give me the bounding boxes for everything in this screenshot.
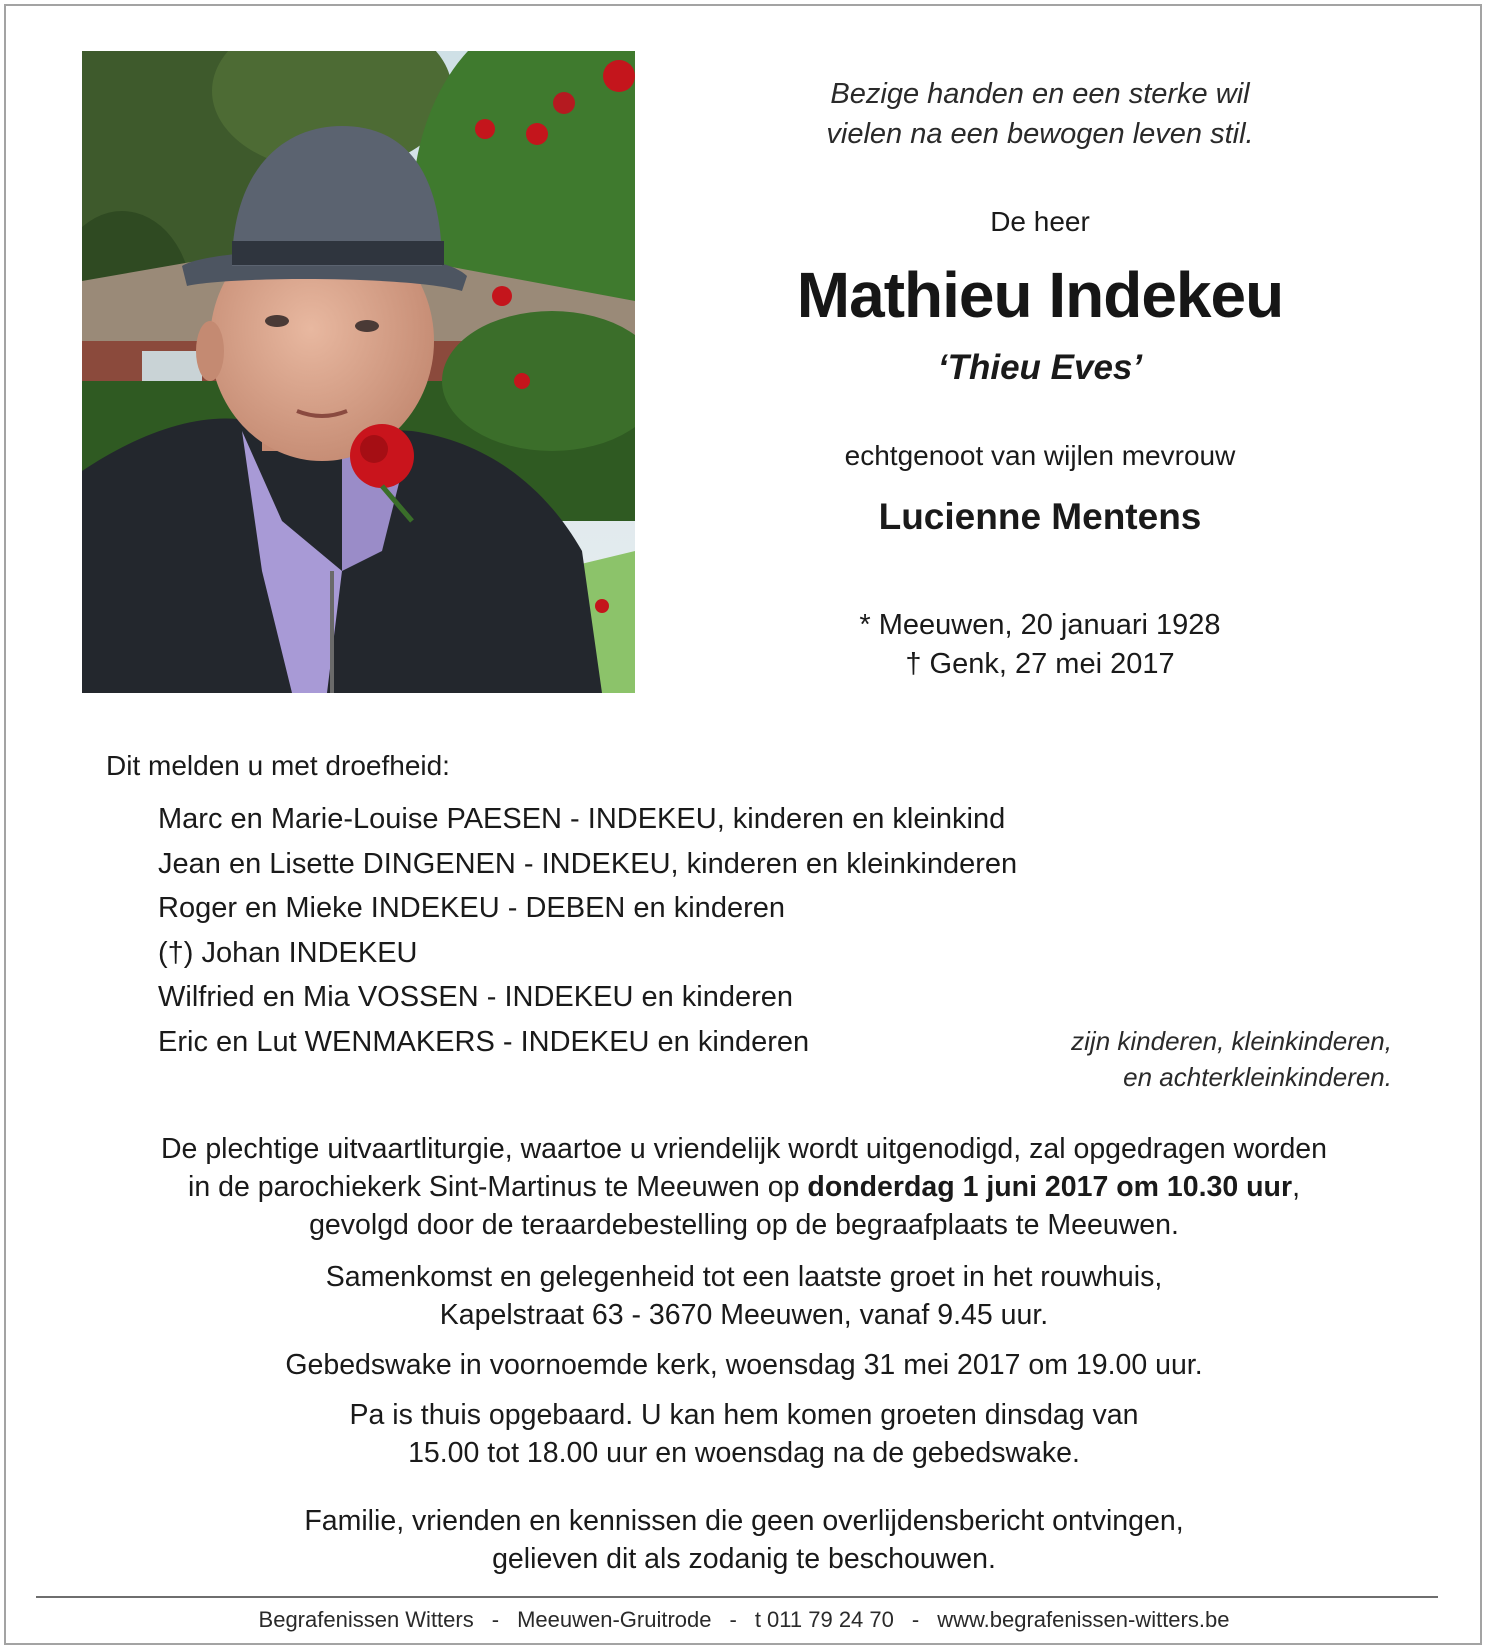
family-member: Marc en Marie-Louise PAESEN - INDEKEU, kinderen en kleinkind [158,803,1006,835]
gathering-line-2: Kapelstraat 63 - 3670 Meeuwen, vanaf 9.45 uur. [439,1299,1049,1331]
visitation-line-1: Pa is thuis opgebaard. U kan hem komen groeten dinsdag van [349,1399,1139,1431]
footer-location: Meeuwen-Gruitrode [517,1607,712,1632]
life-dates [730,606,1350,684]
visitation-line-2: 15.00 tot 18.00 uur en woensdag na de gebedswake. [408,1437,1080,1469]
footer-separator: - [911,1607,920,1632]
funeral-line-2-text: in de parochiekerk Sint-Martinus te Meeuwen op [188,1171,808,1203]
gathering-line-1: Samenkomst en gelegenheid tot een laatste groet in het rouwhuis, [325,1261,1163,1293]
relation-line-2: en achterkleinkinderen. [1123,1062,1392,1092]
funeral-paragraph [60,1130,1428,1244]
verse-line-1: Bezige handen en een sterke wil [830,78,1250,110]
family-list [158,797,1017,1064]
footer-phone: t 011 79 24 70 [754,1607,894,1632]
family-member: Eric en Lut WENMAKERS - INDEKEU en kinderen [158,1025,810,1058]
deceased-nickname: ‘Thieu Eves’ [937,348,1143,387]
portrait-photo [82,51,635,693]
footer-divider [36,1596,1438,1598]
spouse-intro: echtgenoot van wijlen mevrouw [844,440,1236,471]
footer-website: www.begrafenissen-witters.be [937,1607,1230,1632]
closing-line-2: gelieven dit als zodanig te beschouwen. [492,1543,996,1575]
verse-line-2: vielen na een bewogen leven stil. [826,118,1254,150]
family-member: (†) Johan INDEKEU [158,936,418,969]
memorial-verse [730,74,1350,154]
funeral-line-2 [60,1168,1428,1206]
footer-separator: - [729,1607,737,1632]
birth-date: * Meeuwen, 20 januari 1928 [859,609,1221,641]
announcement: Dit melden u met droefheid: [106,750,450,781]
vigil-paragraph: Gebedswake in voornoemde kerk, woensdag 31 mei 2017 om 19.00 uur. [285,1349,1203,1381]
family-member: Jean en Lisette DINGENEN - INDEKEU, kinderen en kleinkinderen [158,847,1018,880]
visitation-paragraph [60,1396,1428,1472]
footer-company: Begrafenissen Witters [258,1607,474,1632]
closing-paragraph [60,1502,1428,1578]
footer-separator: - [491,1607,500,1632]
death-date: † Genk, 27 mei 2017 [905,648,1175,680]
funeral-datetime: donderdag 1 juni 2017 om 10.30 uur [807,1171,1293,1203]
gathering-paragraph [60,1258,1428,1334]
spouse-name: Lucienne Mentens [878,496,1202,537]
funeral-line-1: De plechtige uitvaartliturgie, waartoe u vriendelijk wordt uitgenodigd, zal opgedragen worden [160,1133,1328,1165]
relation-line-1: zijn kinderen, kleinkinderen, [1071,1026,1392,1056]
family-member: Wilfried en Mia VOSSEN - INDEKEU en kinderen [158,981,793,1013]
funeral-line-3: gevolgd door de teraardebestelling op de begraafplaats te Meeuwen. [309,1209,1179,1241]
family-member: Roger en Mieke INDEKEU - DEBEN en kinderen [158,892,785,924]
funeral-line-2-end: , [1292,1171,1300,1203]
family-relation [1071,1023,1392,1095]
deceased-name: Mathieu Indekeu [796,259,1284,331]
footer [0,1607,1488,1633]
closing-line-1: Familie, vrienden en kennissen die geen overlijdensbericht ontvingen, [304,1505,1184,1537]
title-prefix: De heer [990,206,1090,237]
